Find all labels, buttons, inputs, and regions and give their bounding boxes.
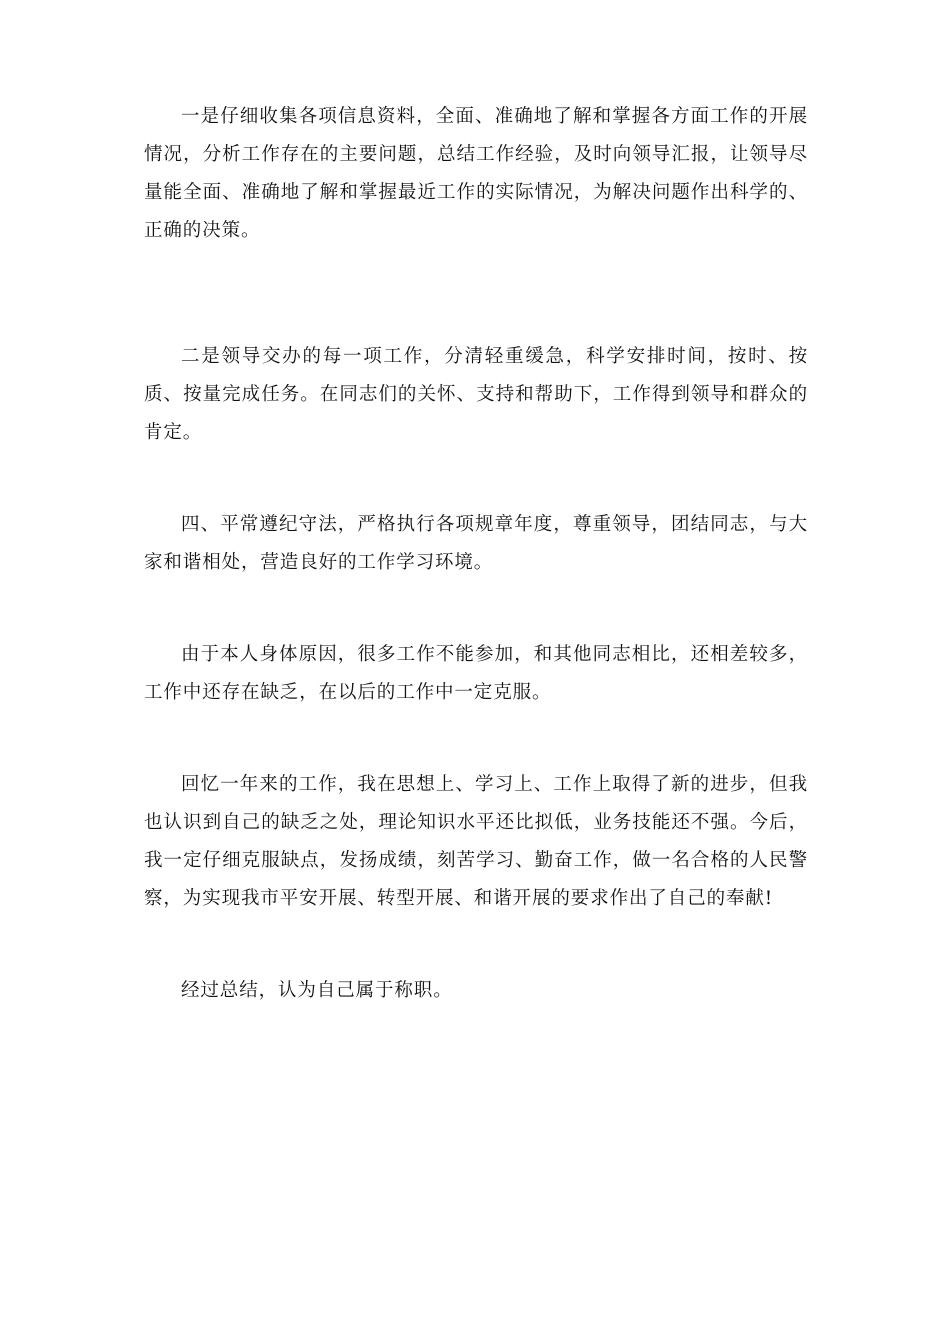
paragraph-5: 回忆一年来的工作，我在思想上、学习上、工作上取得了新的进步，但我也认识到自己的缺乏之处，理论知识水平还比拟低，业务技能还不强。今后，我一定仔细克服缺点，发扬成绩，刻苦学习、勤奋工作，做一名合格的人民警察，为实现我市平安开展、转型开展、和谐开展的要求作出了自己的奉献! — [144, 774, 808, 909]
paragraph-1: 一是仔细收集各项信息资料，全面、准确地了解和掌握各方面工作的开展情况，分析工作存在的主要问题，总结工作经验，及时向领导汇报，让领导尽量能全面、准确地了解和掌握最近工作的实际情况，为解决问题作出科学的、正确的决策。 — [144, 106, 808, 241]
paragraph-3: 四、平常遵纪守法，严格执行各项规章年度，尊重领导，团结同志，与大家和谐相处，营造良好的工作学习环境。 — [144, 514, 808, 573]
paragraph-6: 经过总结，认为自己属于称职。 — [181, 980, 453, 1001]
paragraph-2: 二是领导交办的每一项工作，分清轻重缓急，科学安排时间，按时、按质、按量完成任务。在同志们的关怀、支持和帮助下，工作得到领导和群众的肯定。 — [144, 346, 808, 443]
document-body — [144, 98, 808, 1010]
paragraph-4: 由于本人身体原因，很多工作不能参加，和其他同志相比，还相差较多，工作中还存在缺乏，在以后的工作中一定克服。 — [144, 644, 808, 703]
